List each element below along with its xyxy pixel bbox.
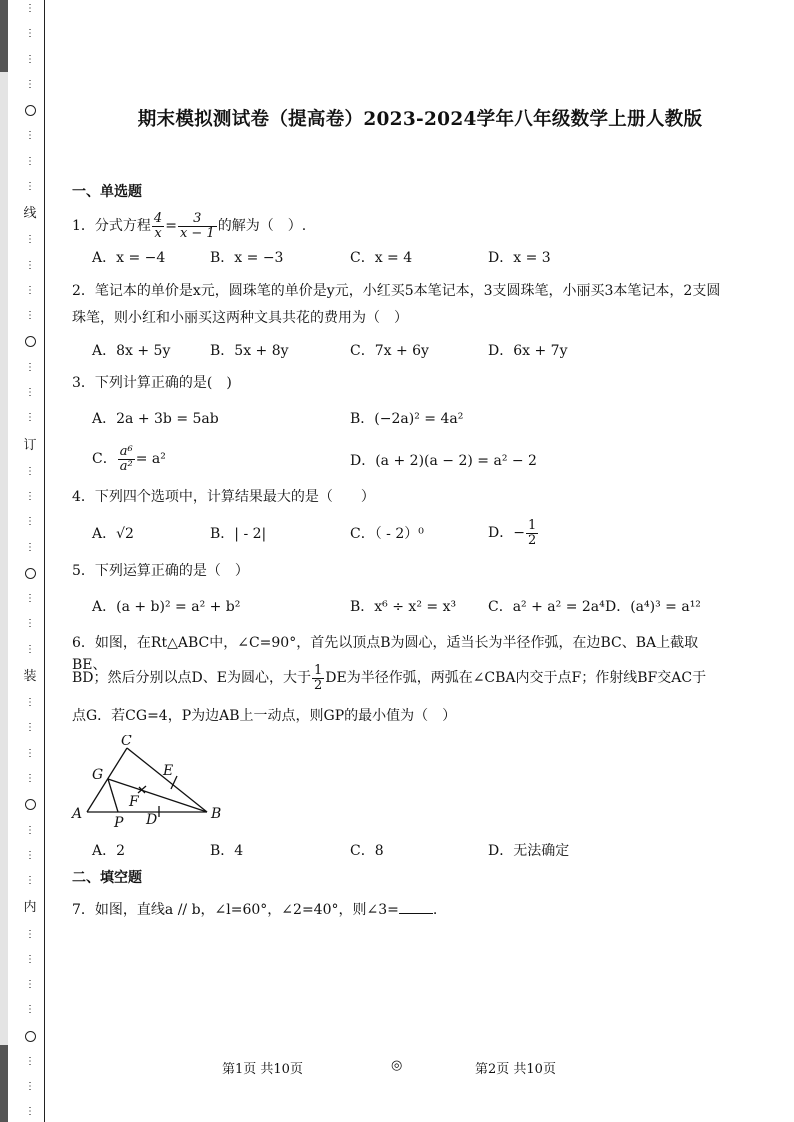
question-text: 的解为（ ）.: [217, 218, 307, 234]
q3-option-b[interactable]: B．(−2a)² = 4a²: [350, 411, 464, 427]
gutter-edge: [0, 0, 8, 1122]
question-text: 7．如图，直线a // b，∠l=60°，∠2=40°，则∠3=: [72, 902, 399, 918]
q5-option-c[interactable]: C．a² + a² = 2a⁴: [488, 599, 605, 615]
binding-gutter: [0, 0, 45, 1122]
q2-option-b[interactable]: B．5x + 8y: [210, 343, 289, 359]
fraction-denominator: x − 1: [179, 225, 215, 241]
question-text: BD；然后分别以点D、E为圆心，大于: [72, 670, 311, 686]
question-7: [72, 899, 732, 921]
footer-separator-icon: ◎: [391, 1058, 403, 1073]
fraction-denominator: a²: [119, 458, 133, 474]
q1-option-d[interactable]: D．x = 3: [488, 250, 551, 266]
q2-option-d[interactable]: D．6x + 7y: [488, 343, 568, 359]
q4-option-a[interactable]: A．√2: [92, 526, 134, 542]
question-text: DE为半径作弧，两弧在∠CBA内交于点F；作射线BF交AC于: [325, 670, 707, 686]
question-3: 3．下列计算正确的是( ): [72, 375, 232, 391]
option-letter: D．−: [488, 525, 525, 541]
label-b: B: [211, 806, 222, 822]
label-c: C: [121, 735, 132, 749]
gutter-char: 内: [23, 900, 37, 916]
segment-gp: [108, 779, 118, 812]
triangle-figure: [70, 735, 230, 830]
option-letter: C．: [92, 451, 117, 467]
footer-page-right: 第2页 共10页: [475, 1062, 556, 1077]
label-f: F: [129, 794, 139, 810]
fraction-numerator: 1: [313, 662, 323, 678]
q6-option-a[interactable]: A．2: [92, 843, 126, 859]
q3-option-a[interactable]: A．2a + 3b = 5ab: [92, 411, 219, 427]
punch-hole-icon: [25, 568, 36, 579]
q1-option-a[interactable]: A．x = −4: [92, 250, 166, 266]
question-1: [72, 208, 732, 244]
q2-option-a[interactable]: A．8x + 5y: [92, 343, 171, 359]
fraction-numerator: a⁶: [119, 443, 133, 459]
page-title: 期末模拟测试卷（提高卷）2023-2024学年八年级数学上册人教版: [137, 109, 703, 130]
q3-option-d[interactable]: D．(a + 2)(a − 2) = a² − 2: [350, 453, 537, 469]
label-e: E: [163, 763, 174, 779]
gutter-char: 订: [23, 437, 37, 453]
footer-page-left: 第1页 共10页: [222, 1062, 303, 1077]
question-6-line-2: [72, 660, 732, 696]
fraction-numerator: 1: [527, 517, 537, 533]
q1-option-c[interactable]: C．x = 4: [350, 250, 413, 266]
punch-hole-icon: [25, 1031, 36, 1042]
question-text: .: [432, 902, 438, 918]
question-2: 2．笔记本的单价是x元，圆珠笔的单价是y元，小红买5本笔记本，3支圆珠笔，小丽买3本笔记本，2支圆珠笔，则小红和小丽买这两种文具共花的费用为（ ）: [72, 283, 721, 326]
fraction-numerator: 4: [153, 210, 163, 226]
question-number: 1．: [72, 218, 95, 234]
question-5: 5．下列运算正确的是（ ）: [72, 563, 249, 579]
q5-option-a[interactable]: A．(a + b)² = a² + b²: [92, 599, 241, 615]
gutter-marks: ⋮ ⋮ ⋮ ⋮ ⋮ ⋮ ⋮ 线 ⋮ ⋮ ⋮ ⋮ ⋮ ⋮ ⋮ 订 ⋮ ⋮ ⋮ ⋮ ⋮ ⋮ ⋮ 装 ⋮ ⋮ ⋮ ⋮ ⋮ ⋮ ⋮ 内 ⋮ ⋮ ⋮ ⋮ ⋮ ⋮ ⋮: [23, 3, 37, 1118]
q4-option-b[interactable]: B．| - 2|: [210, 526, 267, 542]
q6-option-b[interactable]: B．4: [210, 843, 244, 859]
option-text: = a²: [135, 451, 166, 467]
section-heading-single-choice: 一、单选题: [72, 184, 142, 200]
q4-option-c[interactable]: C．（ - 2）⁰: [350, 526, 424, 542]
q4-option-d[interactable]: [488, 515, 539, 551]
fraction-denominator: 2: [527, 532, 537, 548]
q6-option-d[interactable]: D．无法确定: [488, 843, 570, 859]
gutter-edge-mark-top: [0, 0, 8, 72]
q2-option-c[interactable]: C．7x + 6y: [350, 343, 429, 359]
gutter-edge-mark-bottom: [0, 1045, 8, 1122]
punch-hole-icon: [25, 105, 36, 116]
punch-hole-icon: [25, 799, 36, 810]
gutter-char: 装: [23, 668, 37, 684]
question-4: 4．下列四个选项中，计算结果最大的是（ ）: [72, 489, 375, 505]
fraction-denominator: 2: [313, 677, 323, 693]
side-cb: [127, 748, 207, 812]
q6-option-c[interactable]: C．8: [350, 843, 384, 859]
answer-blank[interactable]: [399, 899, 433, 914]
label-g: G: [92, 767, 104, 783]
fraction-numerator: 3: [178, 212, 217, 227]
gutter-char: 线: [23, 206, 37, 222]
fraction-denominator: x: [154, 225, 162, 241]
ray-bf: [108, 779, 207, 812]
q5-option-d[interactable]: D．(a⁴)³ = a¹²: [605, 599, 701, 615]
label-d: D: [146, 812, 158, 828]
punch-hole-icon: [25, 336, 36, 347]
question-text: 分式方程: [94, 218, 151, 234]
question-6-line-3: 点G．若CG=4，P为边AB上一动点，则GP的最小值为（ ）: [72, 708, 457, 724]
q5-option-b[interactable]: B．x⁶ ÷ x² = x³: [350, 599, 457, 615]
equals-sign: =: [165, 218, 177, 234]
label-p: P: [114, 815, 124, 830]
q1-option-b[interactable]: B．x = −3: [210, 250, 284, 266]
q3-option-c[interactable]: [92, 441, 166, 477]
question-6-line-1: 6．如图，在Rt△ABC中，∠C=90°，首先以顶点B为圆心，适当长为半径作弧，在边BC、BA上截取BE、: [72, 635, 699, 673]
label-a: A: [72, 806, 83, 822]
section-heading-fill-in: 二、填空题: [72, 870, 142, 886]
